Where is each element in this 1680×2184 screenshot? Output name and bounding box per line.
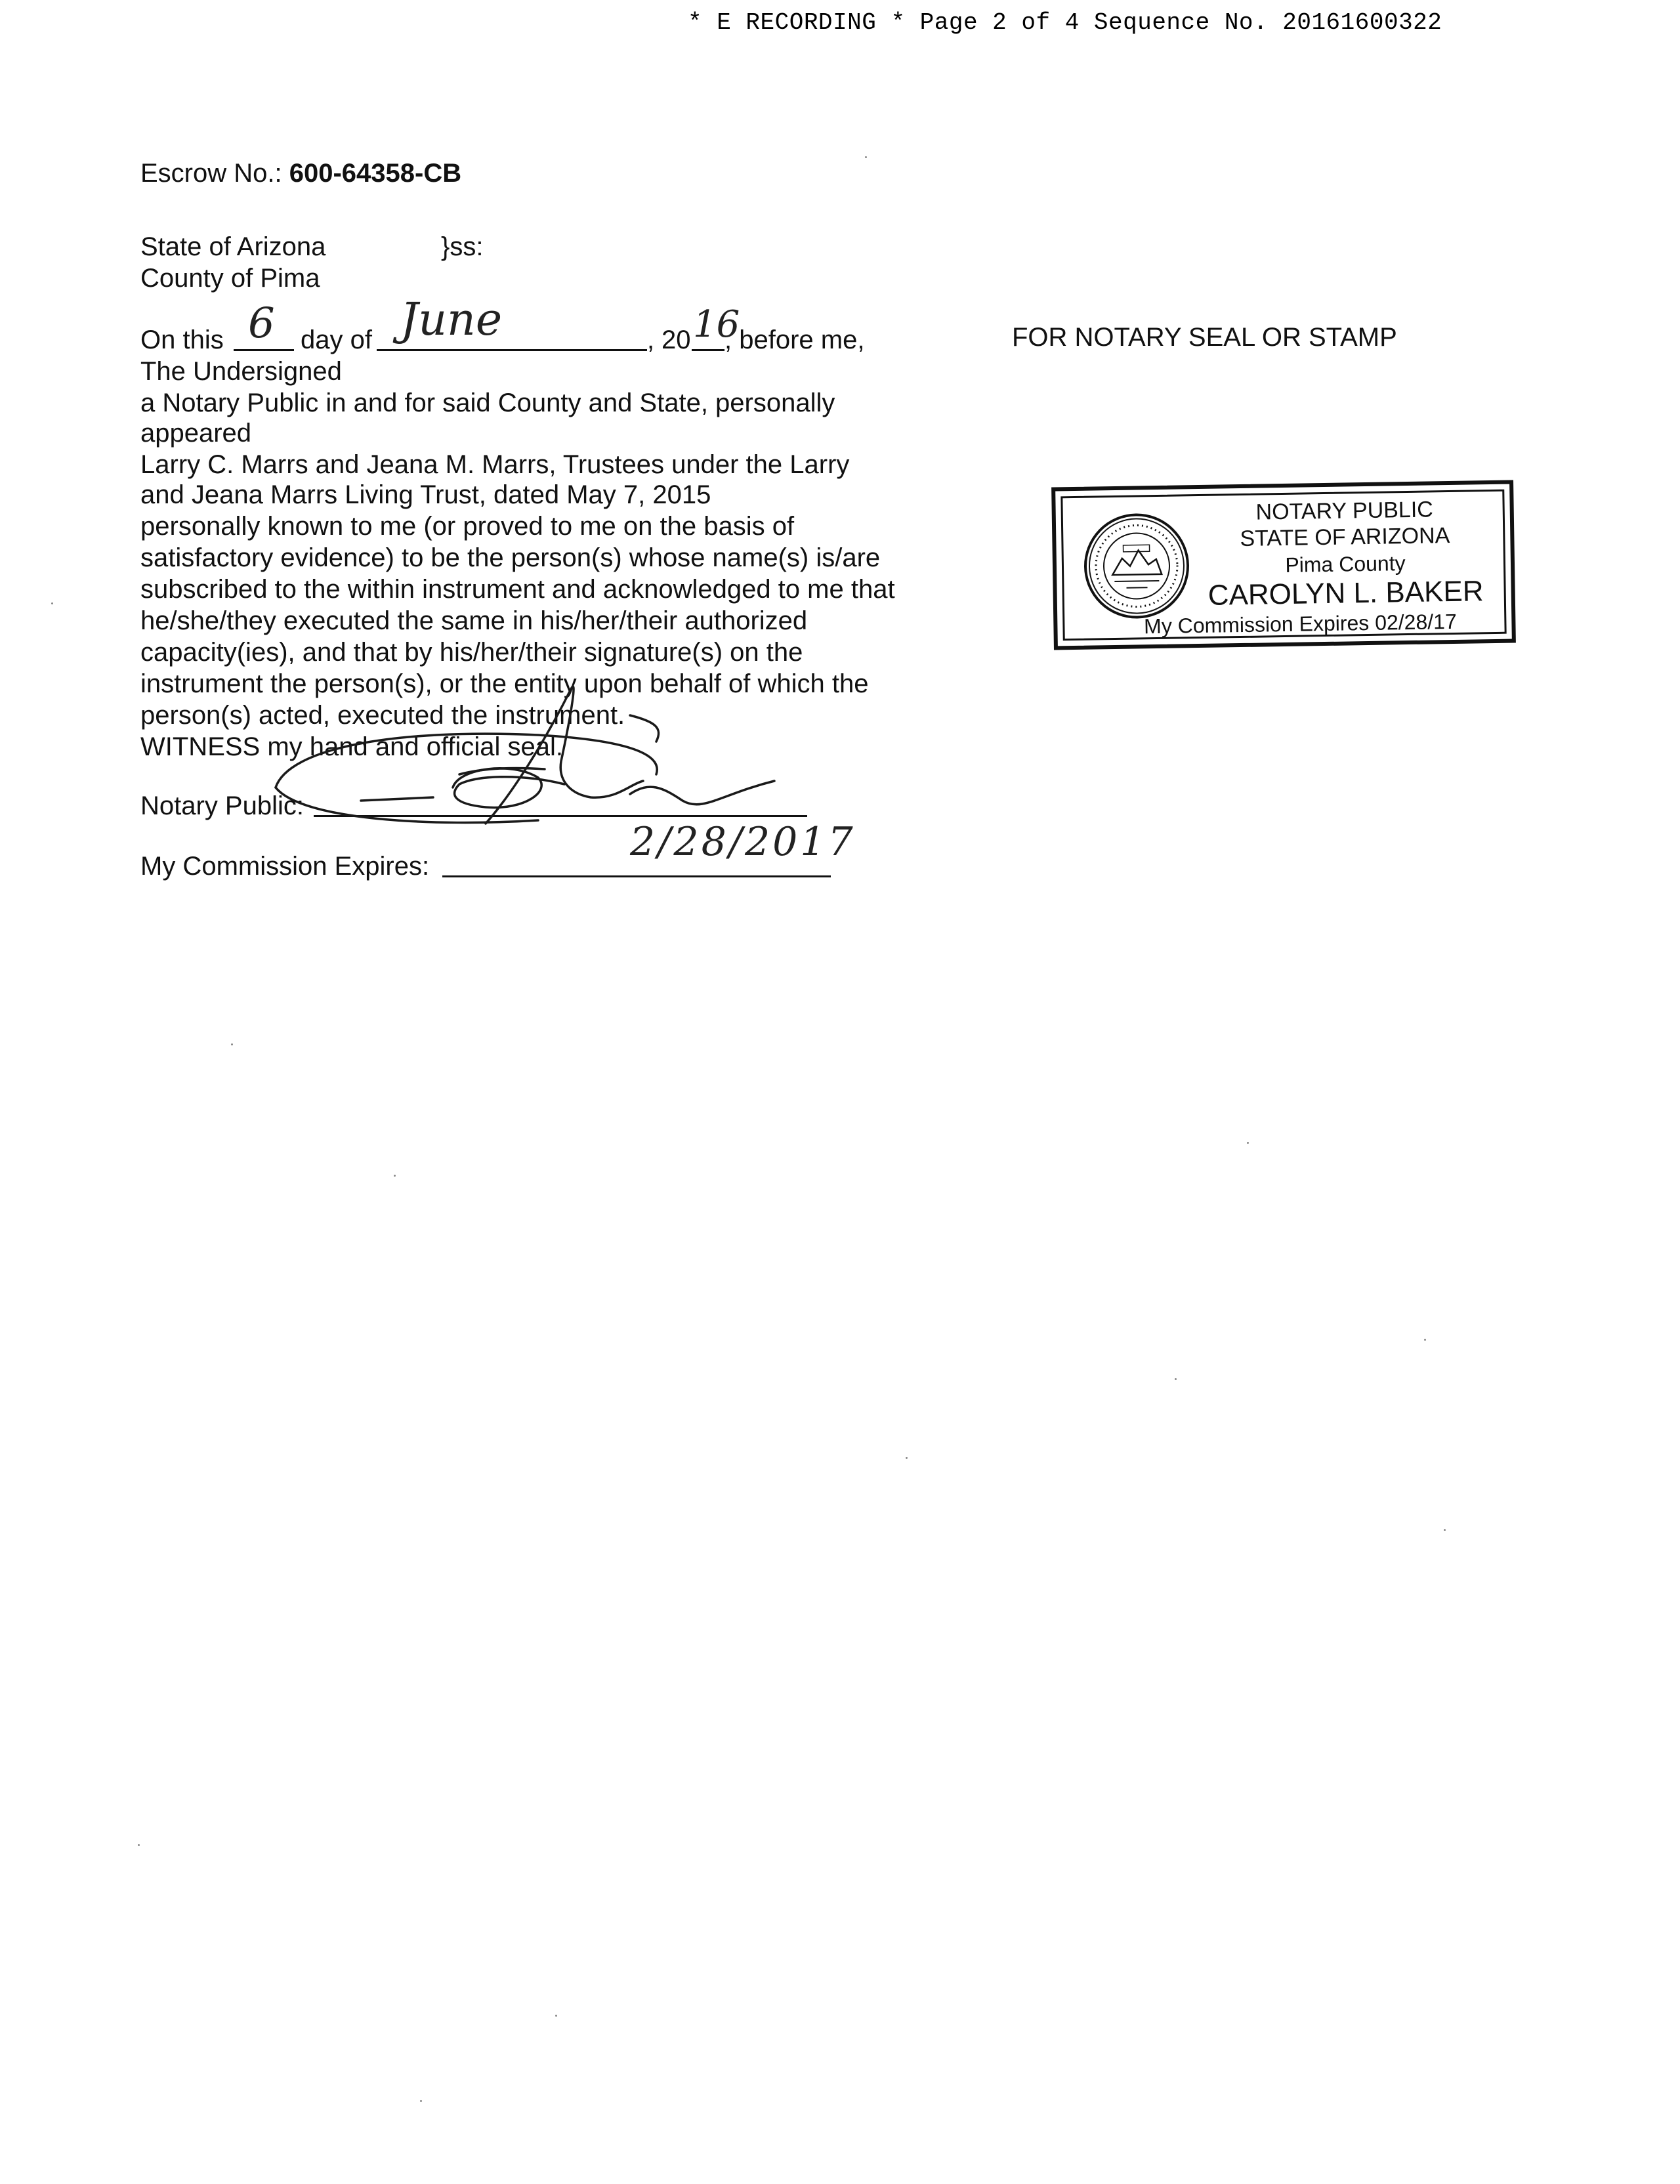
year-blank	[692, 349, 724, 351]
stamp-title: NOTARY PUBLIC	[1255, 497, 1434, 525]
body-line: capacity(ies), and that by his/her/their signature(s) on the	[140, 638, 803, 667]
body-line: subscribed to the within instrument and acknowledged to me that	[140, 575, 895, 604]
notary-stamp	[1051, 480, 1516, 650]
scan-speck	[231, 1043, 233, 1045]
escrow-label: Escrow No.:	[140, 159, 282, 188]
scan-speck	[1444, 1529, 1446, 1531]
body-line: personally known to me (or proved to me on the basis of	[140, 512, 795, 541]
body-line: satisfactory evidence) to be the person(s) whose name(s) is/are	[140, 543, 881, 572]
on-this-label: On this	[140, 326, 224, 354]
year-prefix: 20	[662, 326, 691, 354]
venue-county: County of Pima	[140, 264, 320, 293]
undersigned: The Undersigned	[140, 357, 342, 386]
seal-area-label: FOR NOTARY SEAL OR STAMP	[1012, 323, 1397, 352]
scan-speck	[51, 602, 53, 604]
stamp-county: Pima County	[1285, 551, 1406, 577]
notary-signature-image	[262, 663, 801, 833]
scan-speck	[555, 2015, 557, 2017]
scan-speck	[420, 2100, 422, 2102]
scan-speck	[1175, 1378, 1177, 1380]
escrow-line	[140, 158, 461, 189]
notary-line-2: appeared	[140, 419, 252, 448]
scan-speck	[1247, 1142, 1249, 1144]
recording-header: * E RECORDING * Page 2 of 4 Sequence No. 20161600322	[688, 9, 1442, 36]
before-me: , before me,	[724, 326, 865, 354]
stamp-notary-name: CAROLYN L. BAKER	[1208, 575, 1484, 612]
commission-label: My Commission Expires:	[140, 852, 430, 881]
comma: ,	[647, 326, 655, 354]
arizona-state-seal-icon	[1082, 511, 1192, 621]
venue-state: State of Arizona	[140, 232, 326, 261]
venue-ss: }ss:	[441, 232, 484, 261]
scan-speck	[1424, 1339, 1426, 1341]
notary-public-label: Notary Public:	[140, 791, 304, 820]
witness-line: WITNESS my hand and official seal.	[140, 732, 563, 761]
day-of-label: day of	[301, 326, 372, 354]
stamp-expires: My Commission Expires 02/28/17	[1143, 609, 1457, 639]
body-line: person(s) acted, executed the instrument.	[140, 701, 625, 730]
scan-speck	[865, 156, 867, 158]
scan-speck	[906, 1457, 908, 1459]
scan-speck	[138, 1844, 140, 1846]
scan-speck	[394, 1175, 396, 1177]
escrow-number: 600-64358-CB	[289, 159, 462, 188]
commission-line	[442, 875, 831, 877]
names-line-2: and Jeana Marrs Living Trust, dated May 7, 2015	[140, 480, 711, 509]
month-handwritten: June	[400, 294, 503, 346]
notary-line-1: a Notary Public in and for said County and State, personally	[140, 388, 835, 417]
day-blank	[234, 349, 294, 351]
day-handwritten: 6	[248, 299, 275, 348]
stamp-state: STATE OF ARIZONA	[1240, 523, 1450, 552]
body-line: he/she/they executed the same in his/her/their authorized	[140, 606, 808, 635]
names-line-1: Larry C. Marrs and Jeana M. Marrs, Trustees under the Larry	[140, 450, 850, 479]
body-line: instrument the person(s), or the entity upon behalf of which the	[140, 669, 869, 698]
commission-handwritten: 2/28/2017	[630, 819, 856, 865]
year-handwritten: 16	[693, 303, 740, 346]
month-blank	[377, 349, 647, 351]
